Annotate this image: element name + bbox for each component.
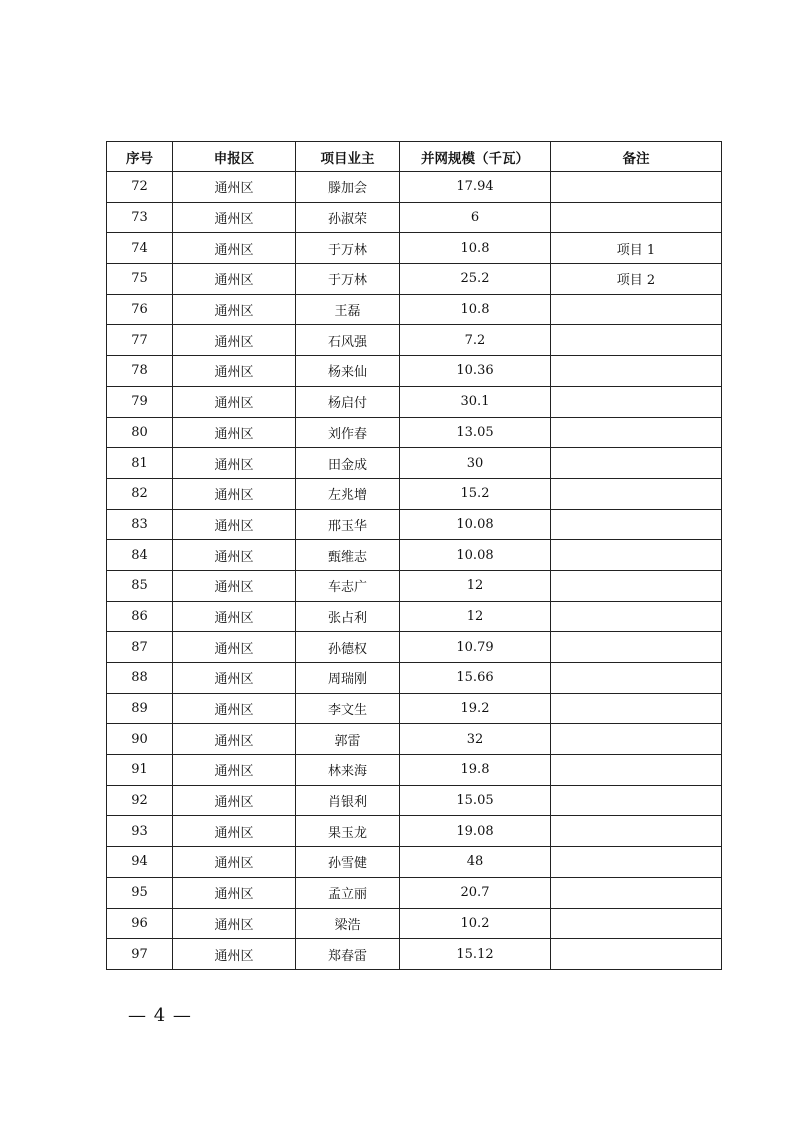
cell-district: 通州区 <box>173 172 296 203</box>
cell-remarks <box>551 632 722 663</box>
table-row <box>107 478 722 509</box>
cell-capacity: 6 <box>400 202 551 233</box>
cell-owner: 梁浩 <box>296 908 400 939</box>
cell-capacity: 20.7 <box>400 877 551 908</box>
cell-capacity: 17.94 <box>400 172 551 203</box>
cell-capacity: 10.08 <box>400 509 551 540</box>
cell-index: 86 <box>107 601 173 632</box>
cell-capacity: 19.08 <box>400 816 551 847</box>
cell-remarks: 项目 2 <box>551 264 722 295</box>
cell-district: 通州区 <box>173 509 296 540</box>
cell-owner: 果玉龙 <box>296 816 400 847</box>
cell-owner: 杨启付 <box>296 386 400 417</box>
table-row <box>107 877 722 908</box>
table-row <box>107 632 722 663</box>
cell-index: 82 <box>107 478 173 509</box>
cell-index: 90 <box>107 724 173 755</box>
cell-district: 通州区 <box>173 632 296 663</box>
cell-district: 通州区 <box>173 386 296 417</box>
cell-district: 通州区 <box>173 816 296 847</box>
cell-district: 通州区 <box>173 724 296 755</box>
table-row <box>107 417 722 448</box>
cell-capacity: 15.66 <box>400 663 551 694</box>
cell-index: 76 <box>107 294 173 325</box>
cell-owner: 孟立丽 <box>296 877 400 908</box>
page-number: — 4 — <box>128 1005 192 1026</box>
table-row <box>107 386 722 417</box>
table-row <box>107 724 722 755</box>
cell-index: 92 <box>107 785 173 816</box>
cell-index: 78 <box>107 356 173 387</box>
cell-district: 通州区 <box>173 417 296 448</box>
cell-index: 94 <box>107 847 173 878</box>
table-row <box>107 785 722 816</box>
cell-remarks <box>551 294 722 325</box>
table-row <box>107 908 722 939</box>
cell-remarks <box>551 417 722 448</box>
cell-index: 95 <box>107 877 173 908</box>
cell-remarks <box>551 663 722 694</box>
cell-index: 77 <box>107 325 173 356</box>
cell-capacity: 13.05 <box>400 417 551 448</box>
cell-district: 通州区 <box>173 939 296 970</box>
cell-owner: 于万林 <box>296 264 400 295</box>
cell-capacity: 25.2 <box>400 264 551 295</box>
cell-remarks <box>551 356 722 387</box>
cell-index: 81 <box>107 448 173 479</box>
cell-remarks <box>551 386 722 417</box>
cell-remarks <box>551 509 722 540</box>
table-row <box>107 570 722 601</box>
cell-capacity: 10.8 <box>400 294 551 325</box>
cell-owner: 田金成 <box>296 448 400 479</box>
cell-district: 通州区 <box>173 570 296 601</box>
cell-remarks <box>551 325 722 356</box>
cell-owner: 郭雷 <box>296 724 400 755</box>
header-remarks: 备注 <box>551 142 722 172</box>
cell-remarks <box>551 847 722 878</box>
table-row <box>107 693 722 724</box>
cell-index: 89 <box>107 693 173 724</box>
cell-capacity: 15.2 <box>400 478 551 509</box>
cell-capacity: 19.8 <box>400 755 551 786</box>
cell-owner: 李文生 <box>296 693 400 724</box>
header-index: 序号 <box>107 142 173 172</box>
cell-capacity: 12 <box>400 570 551 601</box>
cell-owner: 甄维志 <box>296 540 400 571</box>
cell-remarks <box>551 570 722 601</box>
cell-index: 73 <box>107 202 173 233</box>
cell-owner: 肖银利 <box>296 785 400 816</box>
cell-owner: 刘作春 <box>296 417 400 448</box>
cell-district: 通州区 <box>173 847 296 878</box>
table-row <box>107 233 722 264</box>
cell-index: 83 <box>107 509 173 540</box>
cell-district: 通州区 <box>173 264 296 295</box>
cell-district: 通州区 <box>173 448 296 479</box>
cell-district: 通州区 <box>173 202 296 233</box>
cell-district: 通州区 <box>173 755 296 786</box>
cell-owner: 邢玉华 <box>296 509 400 540</box>
cell-owner: 滕加会 <box>296 172 400 203</box>
table-row <box>107 202 722 233</box>
cell-remarks <box>551 478 722 509</box>
table-row <box>107 755 722 786</box>
table-row <box>107 509 722 540</box>
cell-owner: 王磊 <box>296 294 400 325</box>
cell-owner: 石风强 <box>296 325 400 356</box>
cell-district: 通州区 <box>173 356 296 387</box>
table-row <box>107 847 722 878</box>
cell-remarks <box>551 693 722 724</box>
cell-capacity: 15.05 <box>400 785 551 816</box>
cell-capacity: 48 <box>400 847 551 878</box>
cell-district: 通州区 <box>173 540 296 571</box>
cell-district: 通州区 <box>173 294 296 325</box>
table-row <box>107 816 722 847</box>
cell-owner: 孙德权 <box>296 632 400 663</box>
header-owner: 项目业主 <box>296 142 400 172</box>
cell-index: 96 <box>107 908 173 939</box>
cell-owner: 郑春雷 <box>296 939 400 970</box>
cell-remarks <box>551 540 722 571</box>
cell-district: 通州区 <box>173 908 296 939</box>
header-capacity: 并网规模（千瓦） <box>400 142 551 172</box>
cell-remarks <box>551 755 722 786</box>
cell-district: 通州区 <box>173 478 296 509</box>
cell-index: 79 <box>107 386 173 417</box>
cell-district: 通州区 <box>173 601 296 632</box>
cell-index: 85 <box>107 570 173 601</box>
cell-capacity: 30.1 <box>400 386 551 417</box>
cell-capacity: 19.2 <box>400 693 551 724</box>
cell-capacity: 10.36 <box>400 356 551 387</box>
table-row <box>107 540 722 571</box>
cell-capacity: 12 <box>400 601 551 632</box>
cell-owner: 林来海 <box>296 755 400 786</box>
cell-district: 通州区 <box>173 663 296 694</box>
cell-remarks: 项目 1 <box>551 233 722 264</box>
table-row <box>107 294 722 325</box>
cell-index: 93 <box>107 816 173 847</box>
cell-index: 72 <box>107 172 173 203</box>
cell-index: 84 <box>107 540 173 571</box>
table-row <box>107 325 722 356</box>
table-row <box>107 356 722 387</box>
cell-capacity: 10.79 <box>400 632 551 663</box>
table-row <box>107 663 722 694</box>
cell-capacity: 15.12 <box>400 939 551 970</box>
cell-owner: 孙淑荣 <box>296 202 400 233</box>
cell-capacity: 10.8 <box>400 233 551 264</box>
table-row <box>107 939 722 970</box>
cell-owner: 张占利 <box>296 601 400 632</box>
cell-capacity: 32 <box>400 724 551 755</box>
cell-remarks <box>551 908 722 939</box>
cell-index: 91 <box>107 755 173 786</box>
cell-district: 通州区 <box>173 785 296 816</box>
cell-index: 88 <box>107 663 173 694</box>
project-table <box>106 141 722 970</box>
cell-remarks <box>551 785 722 816</box>
cell-remarks <box>551 202 722 233</box>
cell-remarks <box>551 601 722 632</box>
cell-owner: 于万林 <box>296 233 400 264</box>
cell-remarks <box>551 448 722 479</box>
cell-remarks <box>551 877 722 908</box>
cell-district: 通州区 <box>173 233 296 264</box>
cell-owner: 左兆增 <box>296 478 400 509</box>
table-row <box>107 264 722 295</box>
cell-owner: 车志广 <box>296 570 400 601</box>
cell-district: 通州区 <box>173 877 296 908</box>
cell-remarks <box>551 724 722 755</box>
cell-owner: 孙雪健 <box>296 847 400 878</box>
header-district: 申报区 <box>173 142 296 172</box>
table-row <box>107 172 722 203</box>
cell-district: 通州区 <box>173 693 296 724</box>
table-header-row <box>107 142 722 172</box>
cell-remarks <box>551 939 722 970</box>
cell-capacity: 10.08 <box>400 540 551 571</box>
cell-index: 74 <box>107 233 173 264</box>
cell-capacity: 30 <box>400 448 551 479</box>
cell-index: 87 <box>107 632 173 663</box>
cell-capacity: 7.2 <box>400 325 551 356</box>
cell-index: 97 <box>107 939 173 970</box>
cell-owner: 杨来仙 <box>296 356 400 387</box>
cell-capacity: 10.2 <box>400 908 551 939</box>
cell-district: 通州区 <box>173 325 296 356</box>
table-row <box>107 601 722 632</box>
cell-index: 75 <box>107 264 173 295</box>
cell-owner: 周瑞刚 <box>296 663 400 694</box>
cell-remarks <box>551 172 722 203</box>
cell-remarks <box>551 816 722 847</box>
table-row <box>107 448 722 479</box>
cell-index: 80 <box>107 417 173 448</box>
